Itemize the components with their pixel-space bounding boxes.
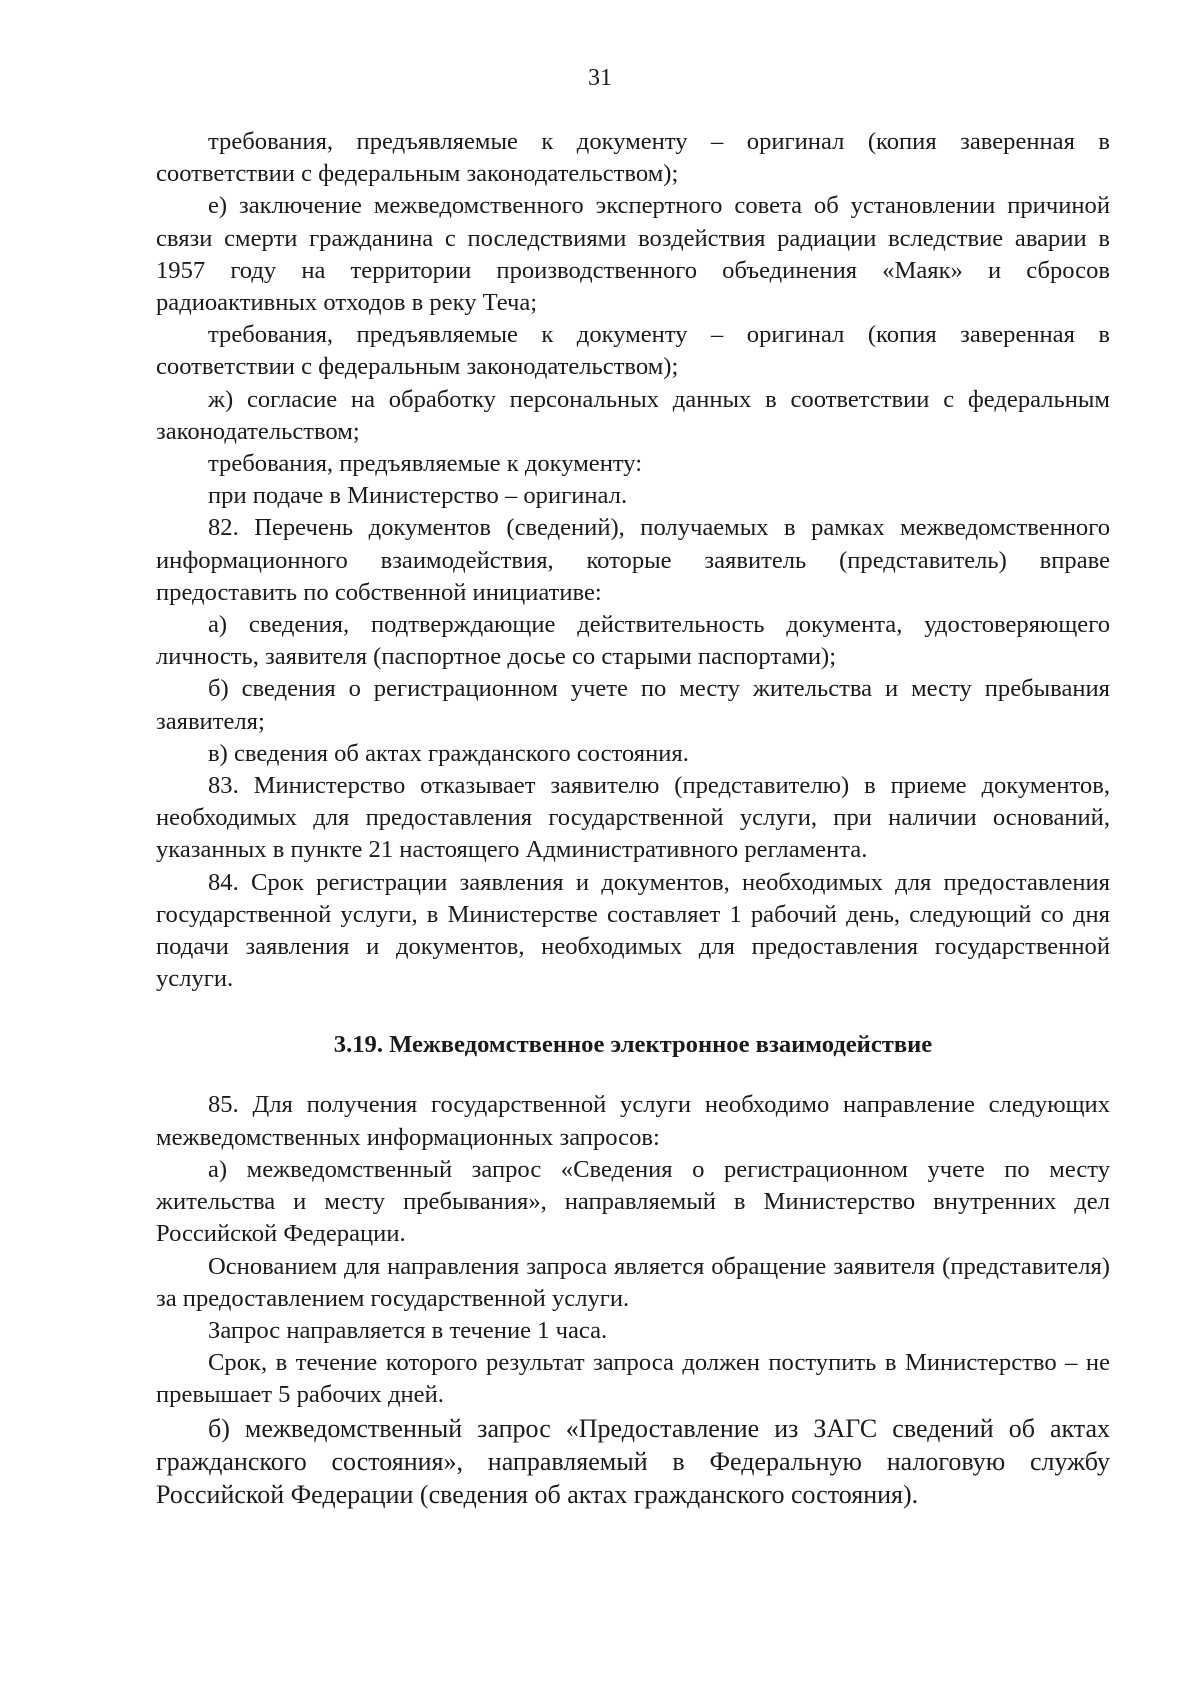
paragraph: Срок, в течение которого результат запроса должен поступить в Министерство – не превышает 5 рабочих дней. <box>156 1349 1110 1409</box>
paragraph: а) сведения, подтверждающие действительность документа, удостоверяющего личность, заявителя (паспортное досье со старыми паспортами); <box>156 611 1110 671</box>
paragraph: требования, предъявляемые к документу – оригинал (копия заверенная в соответствии с федеральным законодательством); <box>156 321 1110 381</box>
page-number: 31 <box>588 65 612 91</box>
paragraph: ж) согласие на обработку персональных данных в соответствии с федеральным законодательством; <box>156 385 1110 445</box>
paragraph: а) межведомственный запрос «Сведения о регистрационном учете по месту жительства и месту пребывания», направляемый в Министерство внутренних дел Российской Федерации. <box>156 1155 1110 1248</box>
document-body <box>156 126 1110 1511</box>
paragraph: е) заключение межведомственного экспертного совета об установлении причиной связи смерти гражданина с последствиями воздействия радиации вследствие аварии в 1957 году на территории производственного объединения «Маяк» и сбросов радиоактивных отходов в реку Теча; <box>156 192 1110 317</box>
paragraph: требования, предъявляемые к документу – оригинал (копия заверенная в соответствии с федеральным законодательством); <box>156 128 1110 188</box>
paragraph: Запрос направляется в течение 1 часа. <box>208 1316 608 1344</box>
paragraph: требования, предъявляемые к документу: <box>208 450 643 478</box>
paragraph: б) межведомственный запрос «Предоставление из ЗАГС сведений об актах гражданского состояния», направляемый в Федеральную налоговую службу Российской Федерации (сведения об актах гражданского состояния). <box>156 1413 1110 1509</box>
paragraph-82: 82. Перечень документов (сведений), получаемых в рамках межведомственного информационного взаимодействия, которые заявитель (представитель) вправе предоставить по собственной инициативе: <box>156 514 1110 606</box>
paragraph: в) сведения об актах гражданского состояния. <box>208 739 689 767</box>
paragraph: б) сведения о регистрационном учете по месту жительства и месту пребывания заявителя; <box>156 675 1110 735</box>
paragraph: Основанием для направления запроса является обращение заявителя (представителя) за предоставлением государственной услуги. <box>156 1252 1110 1312</box>
section-heading: 3.19. Межведомственное электронное взаимодействие <box>333 1031 933 1059</box>
paragraph-85: 85. Для получения государственной услуги необходимо направление следующих межведомственных информационных запросов: <box>156 1091 1110 1151</box>
paragraph: при подаче в Министерство – оригинал. <box>208 482 628 510</box>
paragraph-84: 84. Срок регистрации заявления и документов, необходимых для предоставления государственной услуги, в Министерстве составляет 1 рабочий день, следующий со дня подачи заявления и документов, необходимых для предоставления государственной услуги. <box>156 868 1110 993</box>
paragraph-83: 83. Министерство отказывает заявителю (представителю) в приеме документов, необходимых для предоставления государственной услуги, при наличии оснований, указанных в пункте 21 настоящего Административного регламента. <box>156 772 1110 864</box>
